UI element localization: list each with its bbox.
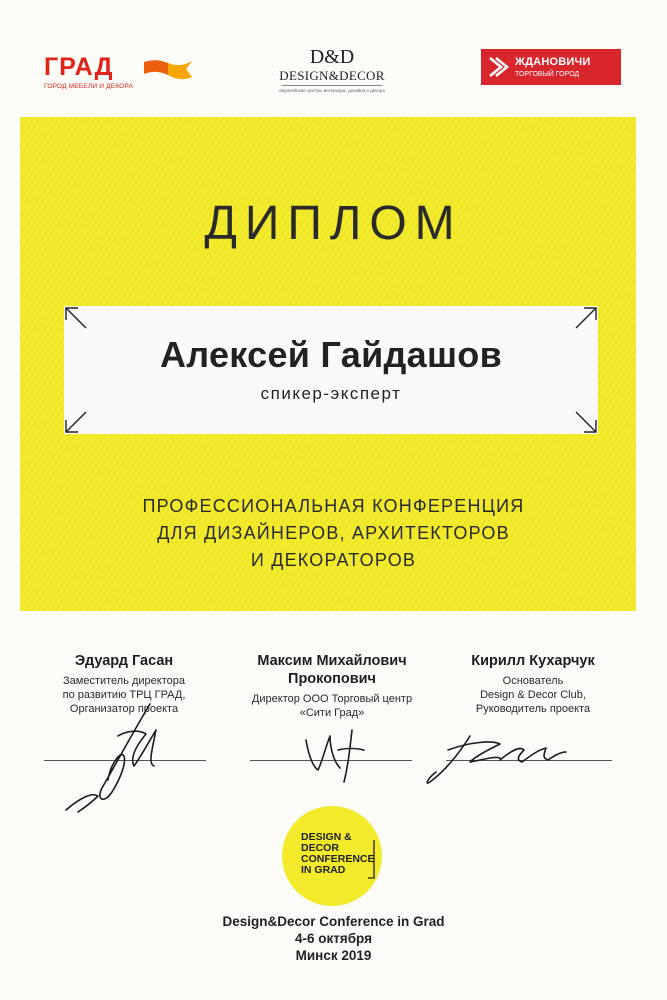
- event-name: Design&Decor Conference in Grad: [222, 914, 445, 929]
- position-line: Директор ООО Торговый центр: [251, 693, 413, 705]
- zhdanovichi-word: ЖДАНОВИЧИ: [515, 56, 591, 68]
- event-footer: [0, 913, 667, 964]
- design-decor-logo: [262, 46, 402, 98]
- position-line: «Сити Град»: [299, 707, 365, 719]
- zhdanovichi-logo: [481, 49, 621, 85]
- conference-line: ДЛЯ ДИЗАЙНЕРОВ, АРХИТЕКТОРОВ: [157, 523, 510, 543]
- event-place: Минск 2019: [295, 948, 372, 963]
- grad-logo-word: ГРАД: [44, 53, 114, 81]
- name-line: Прокопович: [288, 671, 376, 687]
- position-line: Заместитель директора: [63, 675, 185, 687]
- grad-logo-tagline: ГОРОД МЕБЕЛИ И ДЕКОРА: [44, 83, 134, 90]
- position-line: по развитию ТРЦ ГРАД,: [62, 689, 186, 701]
- flag-icon: [142, 58, 194, 80]
- dd-monogram: D&D: [309, 46, 355, 68]
- conference-line: ПРОФЕССИОНАЛЬНАЯ КОНФЕРЕНЦИЯ: [142, 496, 525, 516]
- conference-line: И ДЕКОРАТОРОВ: [250, 550, 417, 570]
- recipient-role: спикер-эксперт: [260, 384, 402, 403]
- recipient-name: Алексей Гайдашов: [159, 334, 503, 375]
- signatory-name: Эдуард Гасан: [74, 653, 174, 669]
- position-line: Руководитель проекта: [475, 703, 591, 715]
- conference-badge: [282, 806, 382, 906]
- position-line: Организатор проекта: [69, 703, 179, 715]
- position-line: Основатель: [502, 675, 564, 687]
- dd-name: DESIGN&DECOR: [279, 68, 385, 83]
- zhdanovichi-tagline: ТОРГОВЫЙ ГОРОД: [515, 71, 580, 78]
- recipient-box: [64, 306, 598, 434]
- chevron-right-icon: [487, 56, 509, 78]
- badge-text: DESIGN & DECOR CONFERENCE IN GRAD: [301, 831, 375, 876]
- name-line: Максим Михайлович: [257, 653, 407, 669]
- position-line: Design & Decor Club,: [480, 689, 586, 701]
- dd-rule: [282, 85, 382, 86]
- bracket-icon: [282, 806, 382, 906]
- dd-tagline: европейские центры интерьера, дизайна и декора: [279, 88, 385, 93]
- conference-description: [80, 493, 587, 574]
- diploma-title: ДИПЛОМ: [204, 197, 463, 250]
- grad-logo: [44, 54, 204, 94]
- signatory-name: Кирилл Кухарчук: [471, 653, 595, 669]
- signatory-name: [218, 652, 446, 688]
- event-dates: 4-6 октября: [294, 931, 373, 946]
